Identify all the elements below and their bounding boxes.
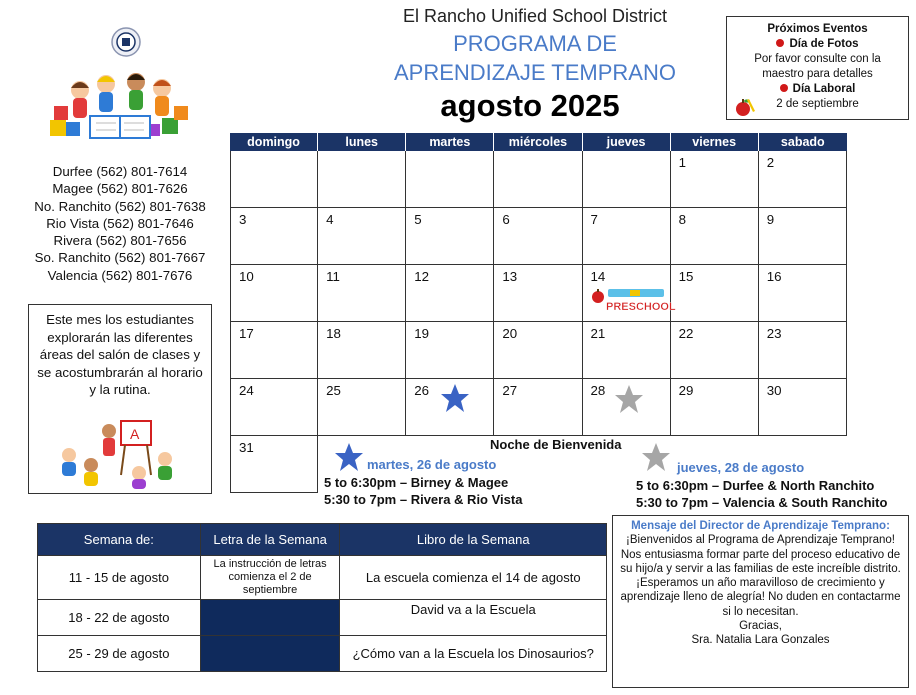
week-range: 18 - 22 de agosto <box>38 600 201 636</box>
week-letter <box>200 600 340 636</box>
welcome-night-title: Noche de Bienvenida <box>490 437 622 452</box>
day-cell: 6 <box>494 208 582 265</box>
director-message-body: Nos entusiasma formar parte del proceso educativo de su hijo/a y servir a las familias de este increíble distrito. ¡Esperamos un año maravilloso de crecimiento y aprendizaje lleno de alegría! No duden en contactarme si lo necesitan. <box>620 548 901 618</box>
day-cell: 10 <box>230 265 318 322</box>
director-message-title: Mensaje del Director de Aprendizaje Temprano: <box>631 520 890 532</box>
event-labor-day-date: 2 de septiembre <box>776 98 859 110</box>
weekday-friday: viernes <box>671 133 759 151</box>
gray-star-icon <box>614 384 644 414</box>
svg-text:A: A <box>130 426 140 442</box>
welcome-thursday-session-1: 5 to 6:30pm – Durfee & North Ranchito <box>636 478 875 493</box>
welcome-tuesday-session-2: 5:30 to 7pm – Rivera & Rio Vista <box>324 492 523 507</box>
month-note-text: Este mes los estudiantes explorarán las diferentes áreas del salón de clases y se acostumbrarán al horario y la rutina. <box>37 312 203 397</box>
week-letter <box>200 636 340 672</box>
week-book: ¿Cómo van a la Escuela los Dinosaurios? <box>340 636 607 672</box>
day-cell: 18 <box>318 322 406 379</box>
day-cell: 20 <box>494 322 582 379</box>
day-cell: 12 <box>406 265 494 322</box>
day-cell: 9 <box>759 208 847 265</box>
program-title-line1: PROGRAMA DE <box>453 31 617 56</box>
event-labor-day-label: Día Laboral <box>792 83 856 95</box>
program-title-line2: APRENDIZAJE TEMPRANO <box>394 60 676 85</box>
day-cell: 22 <box>671 322 759 379</box>
day-cell: 5 <box>406 208 494 265</box>
day-cell: 23 <box>759 322 847 379</box>
weekday-thursday: jueves <box>583 133 671 151</box>
weekday-sunday: domingo <box>230 133 318 151</box>
phone-magee: Magee (562) 801-7626 <box>52 181 188 197</box>
table-row <box>38 556 607 600</box>
week-book: David va a la Escuela <box>340 600 607 636</box>
phone-no-ranchito: No. Ranchito (562) 801-7638 <box>34 198 206 214</box>
week-letter: La instrucción de letras comienza el 2 de septiembre <box>200 556 340 600</box>
header-letter: Letra de la Semana <box>200 524 340 556</box>
blue-star-icon <box>440 383 470 413</box>
kids-reading-illustration <box>50 60 190 142</box>
day-cell: 7 <box>583 208 671 265</box>
district-seal-icon <box>111 27 141 57</box>
event-photo-day <box>727 37 908 52</box>
day-cell: 17 <box>230 322 318 379</box>
day-cell: 13 <box>494 265 582 322</box>
header-book: Libro de la Semana <box>340 524 607 556</box>
calendar-week-1 <box>230 151 847 208</box>
event-photo-day-label: Día de Fotos <box>789 38 859 50</box>
classroom-circle-illustration <box>55 415 187 489</box>
director-thanks: Gracias, <box>739 620 782 633</box>
phone-rivera: Rivera (562) 801-7656 <box>53 233 187 249</box>
day-cell: 19 <box>406 322 494 379</box>
events-title: Próximos Eventos <box>767 23 868 35</box>
phone-durfee: Durfee (562) 801-7614 <box>52 164 188 179</box>
upcoming-events-box <box>726 16 909 120</box>
day-cell: 29 <box>671 379 759 436</box>
day-cell: 21 <box>583 322 671 379</box>
day-cell <box>406 151 494 208</box>
day-cell: 2 <box>759 151 847 208</box>
welcome-tuesday-date: martes, 26 de agosto <box>367 457 497 472</box>
director-signature: Sra. Natalia Lara Gonzales <box>691 634 830 647</box>
calendar-week-3 <box>230 265 847 322</box>
weekday-tuesday: martes <box>406 133 494 151</box>
calendar-week-4 <box>230 322 847 379</box>
welcome-tuesday-session-1: 5 to 6:30pm – Birney & Magee <box>324 475 509 490</box>
day-cell: 28 <box>583 379 671 436</box>
day-number: 14 <box>590 269 606 284</box>
day-cell <box>494 151 582 208</box>
preschool-badge-text: PRESCHOOL <box>605 301 676 313</box>
welcome-thursday-date: jueves, 28 de agosto <box>677 460 805 475</box>
month-note-box <box>28 304 212 494</box>
event-photo-detail-2: maestro para detalles <box>762 68 873 80</box>
week-range: 11 - 15 de agosto <box>38 556 201 600</box>
table-row <box>38 636 607 672</box>
event-photo-detail-1: Por favor consulte con la <box>754 53 881 65</box>
red-dot-icon <box>776 39 784 47</box>
weekday-wednesday: miércoles <box>494 133 582 151</box>
weekday-monday: lunes <box>318 133 406 151</box>
calendar-week-5 <box>230 379 847 436</box>
phone-valencia: Valencia (562) 801-7676 <box>47 267 193 283</box>
day-cell <box>318 151 406 208</box>
day-cell <box>230 151 318 208</box>
day-cell: 16 <box>759 265 847 322</box>
day-cell: 8 <box>671 208 759 265</box>
table-header-row <box>38 524 607 556</box>
month-title: agosto 2025 <box>440 88 620 123</box>
event-labor-day <box>727 82 908 97</box>
day-cell: 30 <box>759 379 847 436</box>
day-cell: 3 <box>230 208 318 265</box>
calendar-week-2 <box>230 208 847 265</box>
director-message-box <box>612 515 909 688</box>
week-range: 25 - 29 de agosto <box>38 636 201 672</box>
preschool-badge-icon <box>590 285 676 315</box>
gray-star-icon <box>641 442 671 472</box>
school-phone-list <box>20 163 220 284</box>
table-row <box>38 600 607 636</box>
day-cell: 15 <box>671 265 759 322</box>
district-name: El Rancho Unified School District <box>402 6 668 26</box>
day-cell: 27 <box>494 379 582 436</box>
weekday-saturday: sabado <box>780 135 825 149</box>
week-book: La escuela comienza el 14 de agosto <box>340 556 607 600</box>
day-cell: 1 <box>671 151 759 208</box>
blue-star-icon <box>334 442 364 472</box>
day-cell: 4 <box>318 208 406 265</box>
day-cell: 25 <box>318 379 406 436</box>
day-cell: 11 <box>318 265 406 322</box>
day-cell: 31 <box>230 436 318 493</box>
day-cell <box>583 151 671 208</box>
weekly-schedule-table <box>37 523 607 672</box>
day-cell-first-day-preschool <box>583 265 676 322</box>
apple-pencil-icon <box>735 97 757 117</box>
header-week: Semana de: <box>38 524 201 556</box>
calendar-weekday-header <box>230 133 847 151</box>
day-cell: 26 <box>406 379 494 436</box>
phone-so-ranchito: So. Ranchito (562) 801-7667 <box>34 250 206 266</box>
phone-rio-vista: Rio Vista (562) 801-7646 <box>46 215 194 231</box>
welcome-thursday-session-2: 5:30 to 7pm – Valencia & South Ranchito <box>636 495 888 510</box>
director-welcome-line: ¡Bienvenidos al Programa de Aprendizaje Temprano! <box>626 534 895 547</box>
red-dot-icon <box>780 84 788 92</box>
day-cell: 24 <box>230 379 318 436</box>
